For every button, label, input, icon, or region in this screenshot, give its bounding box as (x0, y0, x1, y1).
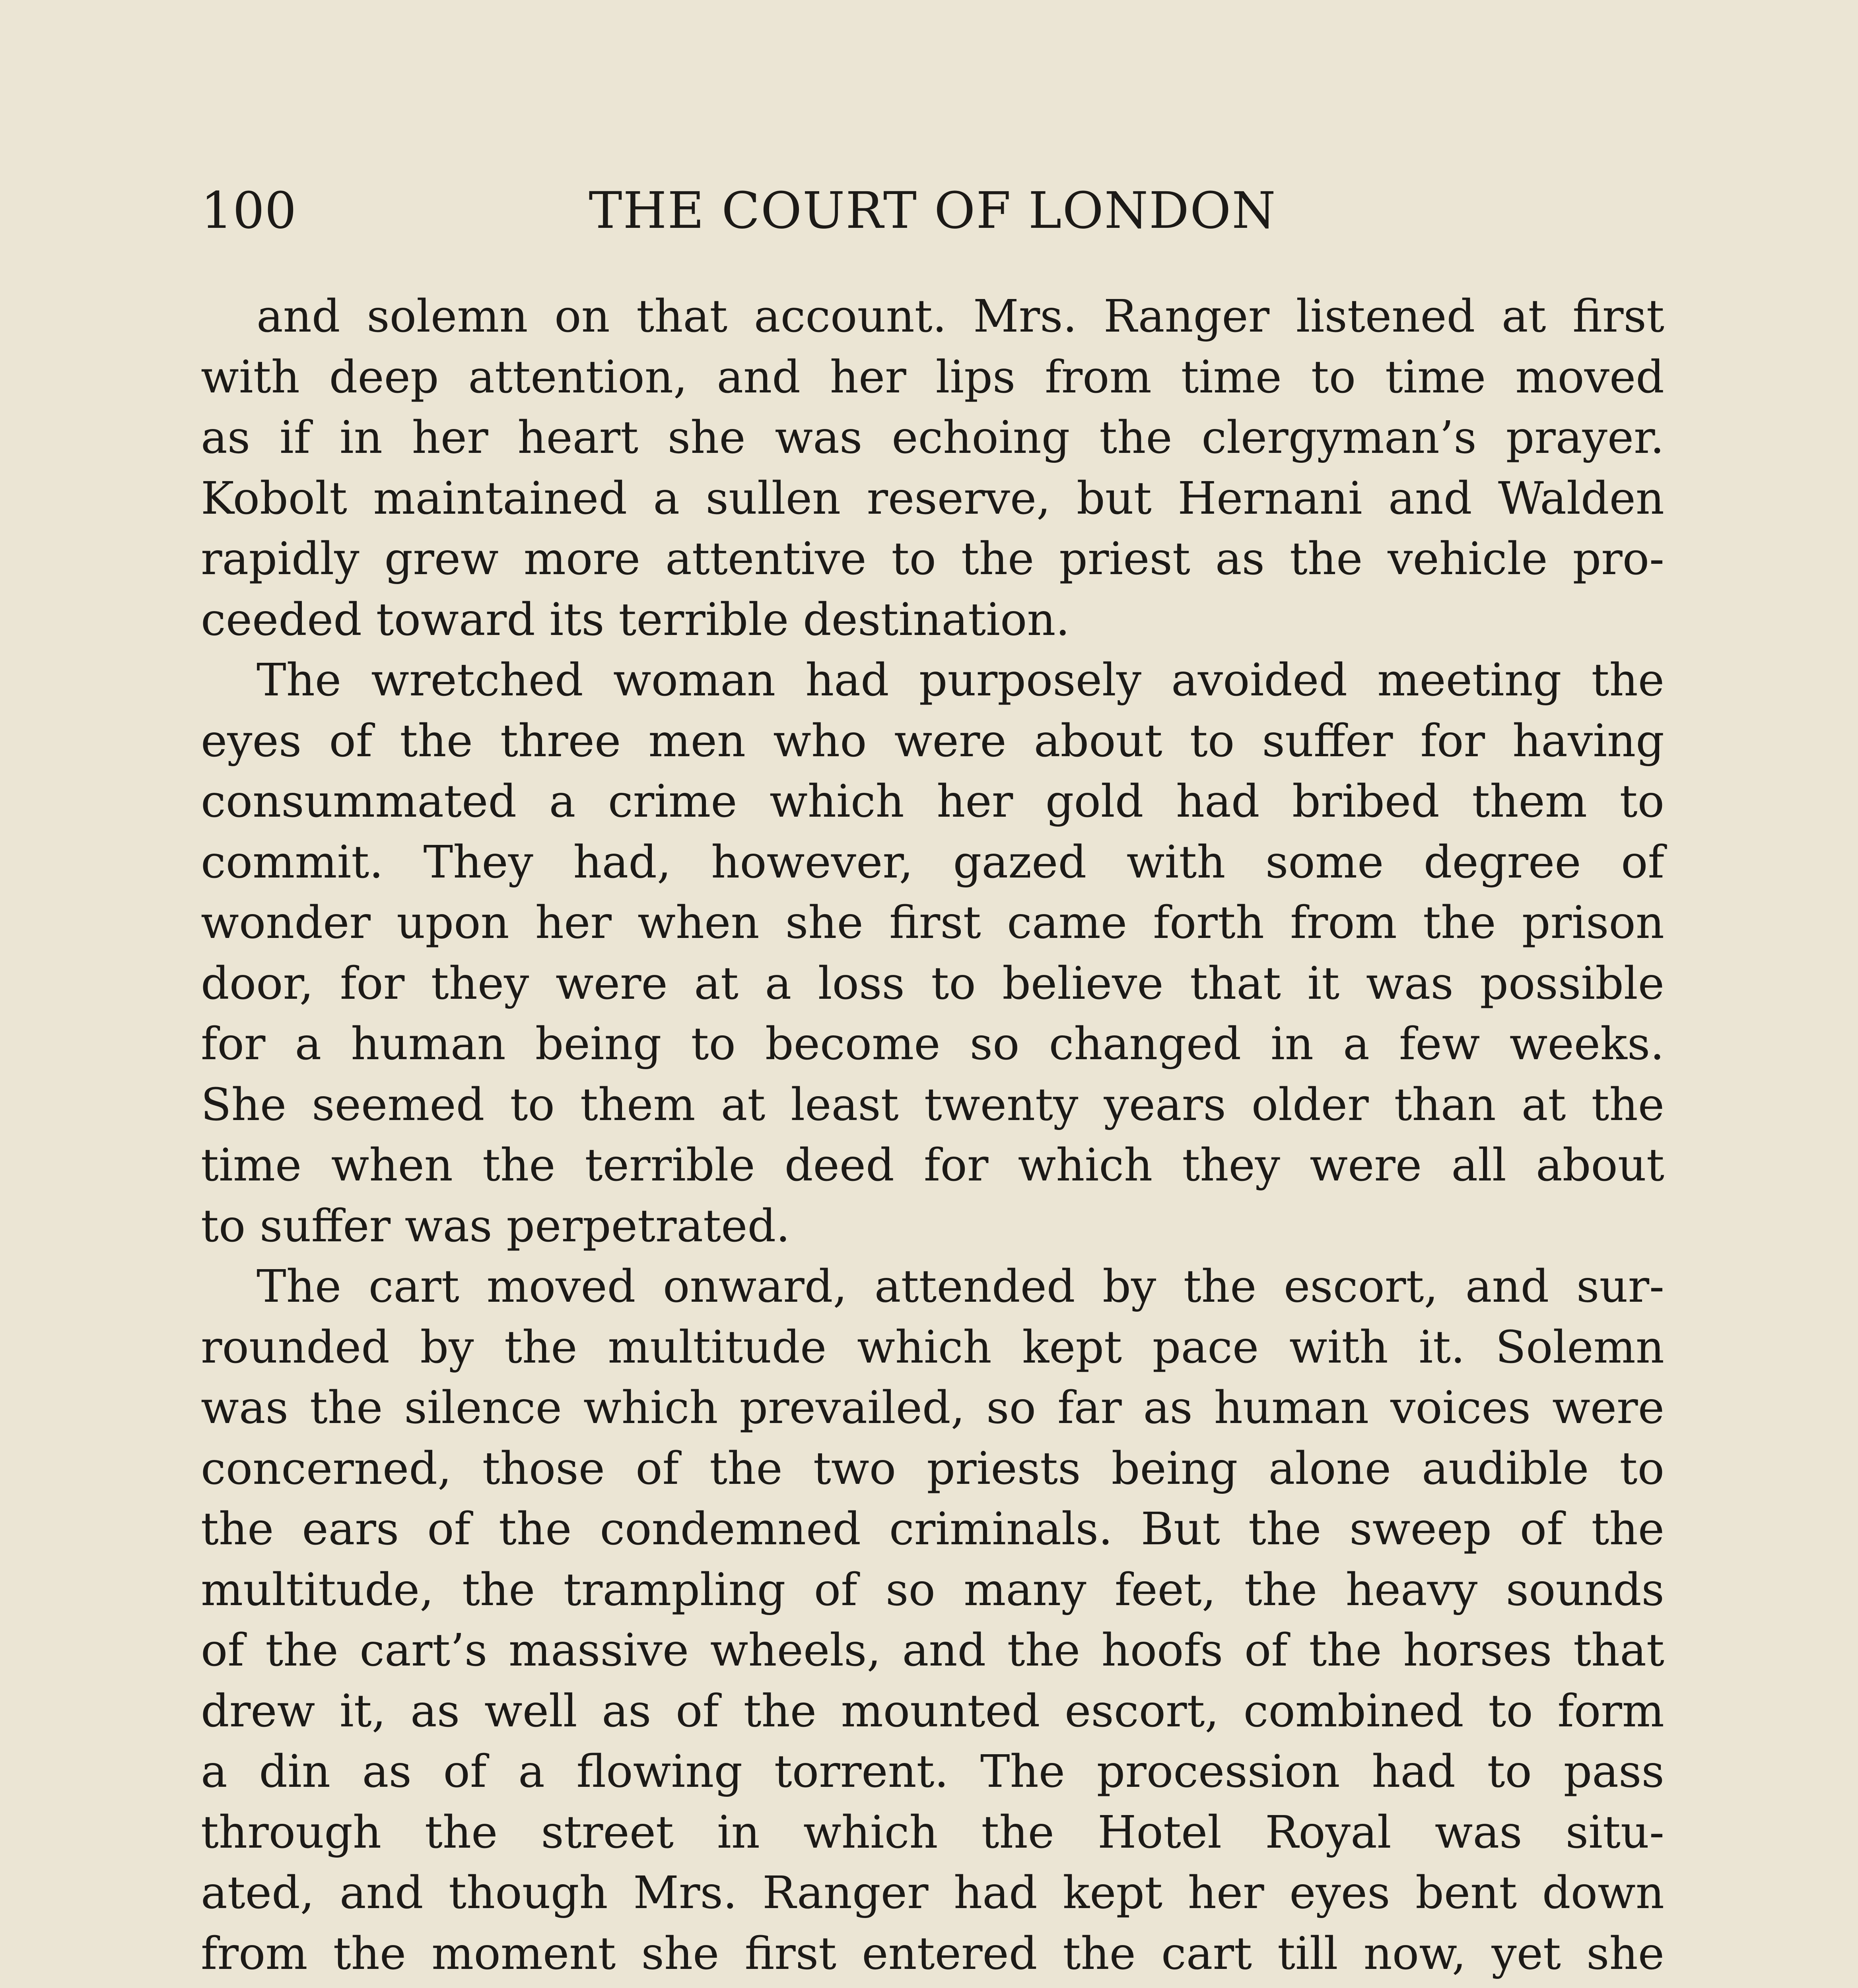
text-line: door, for they were at a loss to believe that it was possible (201, 957, 1664, 1010)
text-line (201, 1984, 1664, 1988)
text-line: from the moment she first entered the cart till now, yet she (201, 1928, 1664, 1980)
text-line: time when the terrible deed for which they were all about (201, 1140, 1664, 1191)
text-line: ated, and though Mrs. Ranger had kept her eyes bent down (201, 1867, 1664, 1919)
text-line: with deep attention, and her lips from time to time moved (201, 351, 1664, 403)
text-line: multitude, the trampling of so many feet, the heavy sounds (201, 1564, 1664, 1616)
paragraph (201, 650, 1664, 1256)
text-line: consummated a crime which her gold had bribed them to (201, 776, 1664, 827)
text-line: She seemed to them at least twenty years older than at the (201, 1079, 1664, 1131)
text-line: through the street in which the Hotel Royal was situ- (201, 1806, 1664, 1858)
text-line: rapidly grew more attentive to the priest as the vehicle pro- (201, 533, 1664, 585)
page-number: 100 (201, 181, 297, 240)
text-line: concerned, those of the two priests being alone audible to (201, 1442, 1664, 1495)
text-line: wonder upon her when she first came forth from the prison (201, 897, 1664, 949)
body-text (201, 286, 1664, 1988)
text-line: as if in her heart she was echoing the clergyman’s prayer. (201, 412, 1664, 464)
text-line: The wretched woman had purposely avoided meeting the (257, 654, 1664, 706)
text-line: Kobolt maintained a sullen reserve, but Hernani and Walden (201, 472, 1664, 524)
text-line: and solemn on that account. Mrs. Ranger listened at first (257, 291, 1664, 342)
page-header (201, 175, 1664, 247)
paragraph (201, 1256, 1664, 1988)
text-line: eyes of the three men who were about to suffer for having (201, 715, 1664, 767)
running-head: THE COURT OF LONDON (589, 181, 1277, 240)
text-line: for a human being to become so changed in a few weeks. (201, 1018, 1664, 1070)
text-line: ceeded toward its terrible destination. (201, 594, 1070, 646)
text-line: the ears of the condemned criminals. But the sweep of the (201, 1503, 1664, 1555)
text-line: drew it, as well as of the mounted escort, combined to form (201, 1685, 1664, 1737)
text-line: a din as of a flowing torrent. The procession had to pass (201, 1746, 1664, 1798)
text-line: of the cart’s massive wheels, and the hoofs of the horses that (201, 1625, 1664, 1676)
text-line: rounded by the multitude which kept pace with it. Solemn (201, 1321, 1664, 1373)
text-line: The cart moved onward, attended by the escort, and sur- (257, 1261, 1664, 1312)
paragraph (201, 286, 1664, 650)
text-line: commit. They had, however, gazed with some degree of (201, 836, 1664, 888)
text-line: was the silence which prevailed, so far as human voices were (201, 1382, 1664, 1434)
text-line: to suffer was perpetrated. (201, 1200, 790, 1252)
